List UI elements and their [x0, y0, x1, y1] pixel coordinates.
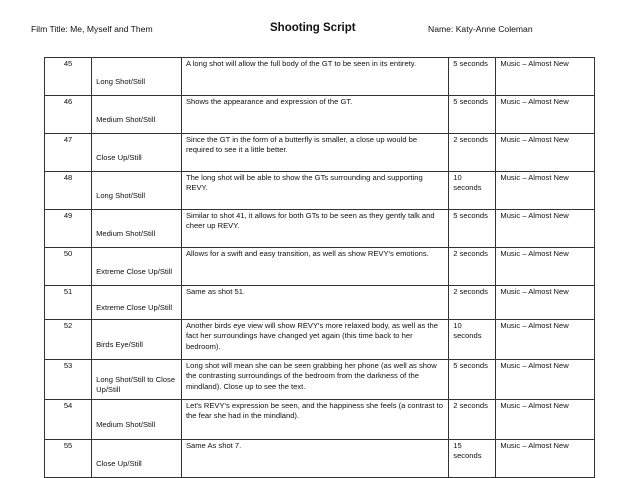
shot-music: Music – Almost New [496, 96, 595, 134]
shot-music: Music – Almost New [496, 320, 595, 360]
table-row [45, 134, 595, 172]
shot-duration: 5 seconds [449, 210, 496, 248]
table-row [45, 400, 595, 440]
shot-description: Since the GT in the form of a butterfly is smaller, a close up would be required to see it a little better. [181, 134, 448, 172]
table-row [45, 440, 595, 478]
shot-music: Music – Almost New [496, 248, 595, 286]
shot-music: Music – Almost New [496, 172, 595, 210]
shot-description: Allows for a swift and easy transition, as well as show REVY's emotions. [181, 248, 448, 286]
shot-duration: 10 seconds [449, 320, 496, 360]
shot-number: 55 [45, 440, 92, 478]
table-row [45, 58, 595, 96]
table-row [45, 248, 595, 286]
shot-duration: 5 seconds [449, 96, 496, 134]
shot-duration: 5 seconds [449, 360, 496, 400]
shot-description: Same As shot 7. [181, 440, 448, 478]
shot-duration: 2 seconds [449, 286, 496, 320]
shot-number: 50 [45, 248, 92, 286]
shot-music: Music – Almost New [496, 400, 595, 440]
shot-number: 49 [45, 210, 92, 248]
shot-music: Music – Almost New [496, 210, 595, 248]
table-row [45, 96, 595, 134]
shot-description: Same as shot 51. [181, 286, 448, 320]
document-header [0, 24, 638, 38]
shot-type: Extreme Close Up/Still [92, 286, 182, 320]
table-row [45, 172, 595, 210]
page-title: Shooting Script [270, 22, 356, 34]
shot-type: Close Up/Still [92, 440, 182, 478]
shot-description: Similar to shot 41, it allows for both GTs to be seen as they gently talk and cheer up REVY. [181, 210, 448, 248]
shot-music: Music – Almost New [496, 58, 595, 96]
shot-number: 48 [45, 172, 92, 210]
table-row [45, 210, 595, 248]
shooting-script-table [44, 57, 595, 478]
shot-type: Birds Eye/Still [92, 320, 182, 360]
shot-duration: 2 seconds [449, 134, 496, 172]
shot-type: Long Shot/Still to Close Up/Still [92, 360, 182, 400]
shot-description: A long shot will allow the full body of the GT to be seen in its entirety. [181, 58, 448, 96]
shot-number: 53 [45, 360, 92, 400]
shot-duration: 2 seconds [449, 400, 496, 440]
shot-number: 46 [45, 96, 92, 134]
shot-description: The long shot will be able to show the GTs surrounding and supporting REVY. [181, 172, 448, 210]
shot-type: Long Shot/Still [92, 172, 182, 210]
shot-type: Long Shot/Still [92, 58, 182, 96]
shot-description: Shows the appearance and expression of the GT. [181, 96, 448, 134]
shot-type: Medium Shot/Still [92, 96, 182, 134]
shot-type: Medium Shot/Still [92, 400, 182, 440]
shot-description: Another birds eye view will show REVY's more relaxed body, as well as the fact her surroundings have changed yet again (this time back to her bedroom). [181, 320, 448, 360]
table-row [45, 320, 595, 360]
shot-type: Close Up/Still [92, 134, 182, 172]
shot-description: Let's REVY's expression be seen, and the happiness she feels (a contrast to the fear she had in the mindland). [181, 400, 448, 440]
shot-music: Music – Almost New [496, 286, 595, 320]
shot-description: Long shot will mean she can be seen grabbing her phone (as well as show the contrasting surroundings of the bedroom from the darkness of the mindland). Close up to see the text. [181, 360, 448, 400]
shot-music: Music – Almost New [496, 134, 595, 172]
author-name: Name: Katy-Anne Coleman [428, 24, 533, 34]
shot-type: Extreme Close Up/Still [92, 248, 182, 286]
table-row [45, 286, 595, 320]
shot-duration: 15 seconds [449, 440, 496, 478]
shot-number: 51 [45, 286, 92, 320]
shot-number: 54 [45, 400, 92, 440]
shot-duration: 2 seconds [449, 248, 496, 286]
shot-number: 47 [45, 134, 92, 172]
film-title: Film Title: Me, Myself and Them [31, 24, 153, 34]
shot-number: 45 [45, 58, 92, 96]
shot-duration: 10 seconds [449, 172, 496, 210]
shot-music: Music – Almost New [496, 440, 595, 478]
shot-number: 52 [45, 320, 92, 360]
table-row [45, 360, 595, 400]
shot-type: Medium Shot/Still [92, 210, 182, 248]
shot-music: Music – Almost New [496, 360, 595, 400]
shot-duration: 5 seconds [449, 58, 496, 96]
